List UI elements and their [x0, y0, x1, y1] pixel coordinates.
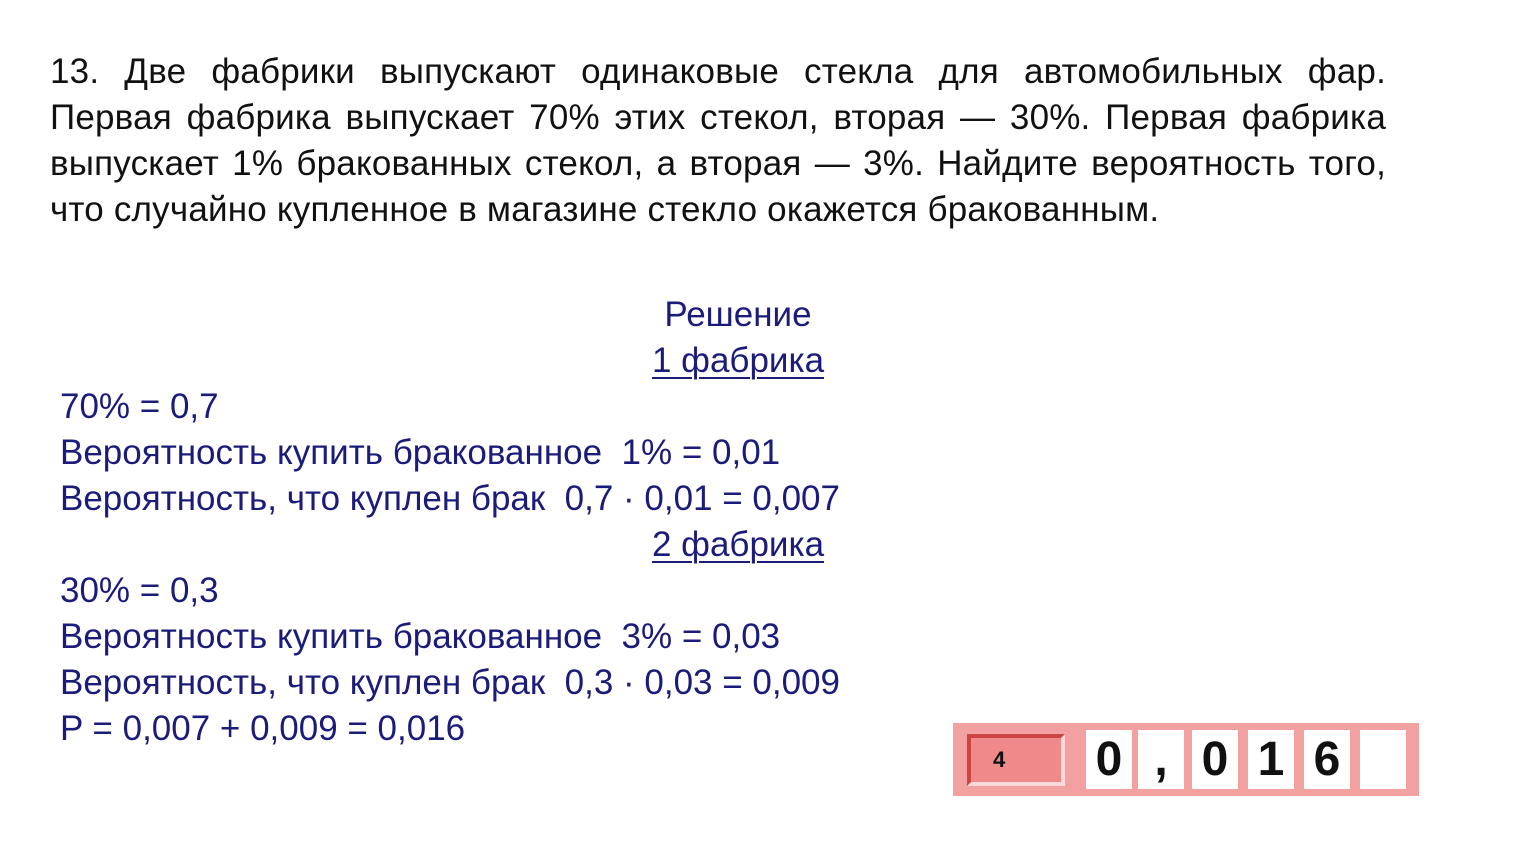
- answer-panel: [953, 723, 1419, 796]
- answer-cell-4: 1: [1248, 730, 1294, 789]
- answer-cell-6: [1360, 730, 1406, 789]
- factory1-heading: 1 фабрика: [651, 341, 825, 380]
- factory2-line-2: Вероятность купить бракованное 3% = 0,03: [60, 617, 781, 656]
- solution-title: Решение: [664, 295, 812, 334]
- answer-cell-5: 6: [1304, 730, 1350, 789]
- task-number-badge: 4: [967, 734, 1065, 786]
- factory1-line-1: 70% = 0,7: [60, 387, 219, 426]
- answer-cell-2: ,: [1138, 730, 1184, 789]
- problem-text: 13. Две фабрики выпускают одинаковые стекла для автомобильных фар. Первая фабрика выпускает 70% этих стекол, вторая — 30%. Первая фабрика выпускает 1% бракованных стекол, а вторая — 3%. Найдите вероятность того, что случайно купленное в магазине стекло окажется бракованным.: [50, 52, 1386, 229]
- factory2-line-1: 30% = 0,3: [60, 571, 219, 610]
- answer-cell-1: 0: [1086, 730, 1132, 789]
- factory1-line-2: Вероятность купить бракованное 1% = 0,01: [60, 433, 781, 472]
- result-line: P = 0,007 + 0,009 = 0,016: [60, 709, 466, 748]
- answer-cell-3: 0: [1192, 730, 1238, 789]
- factory2-line-3: Вероятность, что куплен брак 0,3 · 0,03 = 0,009: [60, 663, 840, 702]
- factory1-line-3: Вероятность, что куплен брак 0,7 · 0,01 = 0,007: [60, 479, 840, 518]
- factory2-heading: 2 фабрика: [651, 525, 825, 564]
